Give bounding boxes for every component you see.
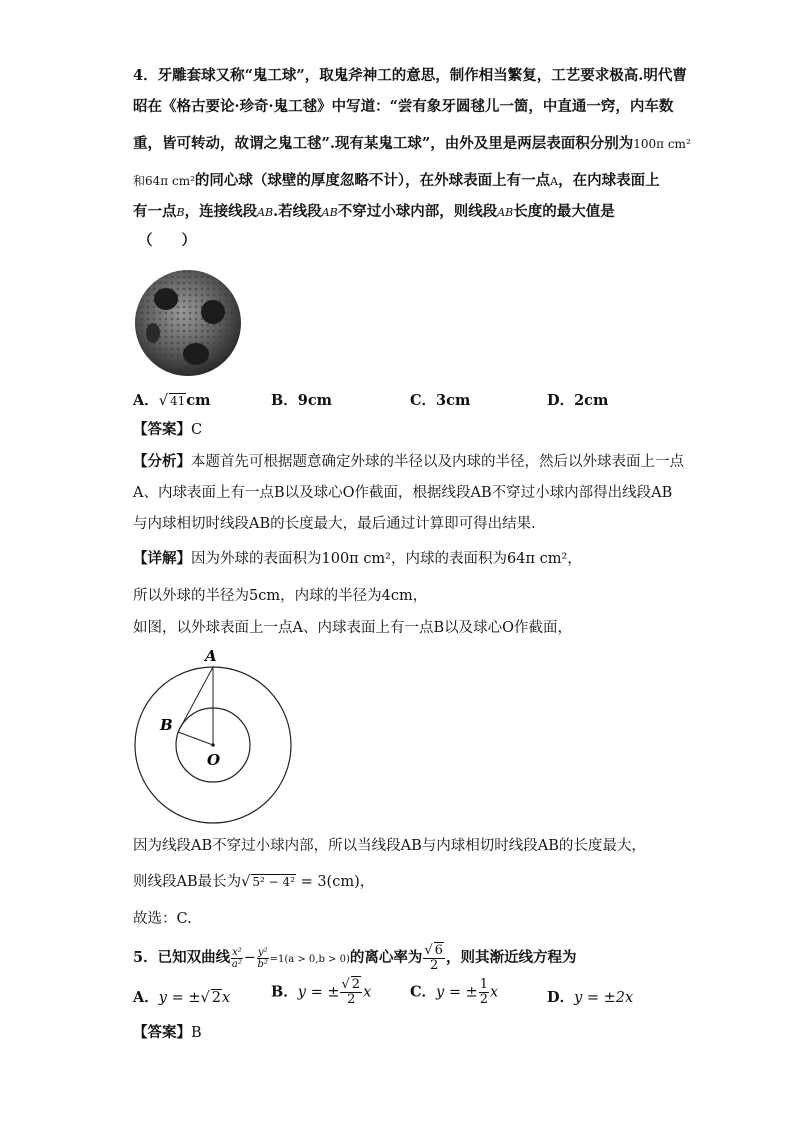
q4-line-5: 有一点B，连接线段AB.若线段AB不穿过小球内部，则线段AB长度的最大值是 [133, 203, 615, 220]
q4-detail-line-1: 【详解】因为外球的表面积为100π cm²，内球的表面积为64π cm²， [133, 550, 582, 567]
ghost-ball-image [133, 268, 243, 378]
q4-analysis-line-1: 【分析】本题首先可根据题意确定外球的半径以及内球的半径，然后以外球表面上一点 [133, 453, 684, 470]
q5-stem: 5．已知双曲线 $\frac{\text{x²}}{\text{a²}}$ − $\frac{\text{y²}}{\text{b²}}$ =1(a > 0,b > 0)的离心率为 $\frac{√ 6}{2}$ ，则其渐近线方程为 [133, 942, 577, 973]
q4-line-1: 4．牙雕套球又称“鬼工球”，取鬼斧神工的意思，制作相当繁复，工艺要求极高.明代曹 [133, 67, 687, 84]
ball-hole-3 [183, 343, 209, 365]
ball-hole-1 [154, 288, 178, 310]
q4-number: 4． [133, 67, 158, 84]
q4-line-3: 重，皆可转动，故谓之鬼工毬”.现有某鬼工球”，由外及里是两层表面积分别为100π cm² [133, 135, 691, 152]
concentric-circle-diagram [128, 645, 298, 825]
q4-option-d[interactable]: D．2cm [547, 392, 609, 409]
q4-option-b[interactable]: B．9cm [271, 392, 333, 409]
label-b: B [160, 716, 173, 734]
q5-option-b[interactable]: B．y = ± $\frac{√ 2}{2}$ x [271, 977, 372, 1007]
ball-hole-4 [146, 323, 160, 343]
q5-option-c[interactable]: C．y = ± $\frac{1}{2}$ x [410, 977, 499, 1007]
label-o: O [207, 751, 221, 769]
q4-blank-paren: （ ） [138, 232, 196, 249]
q4-detail-line-3: 如图，以外球表面上一点A、内球表面上有一点B以及球心O作截面， [133, 620, 573, 636]
q4-detail-line-2: 所以外球的半径为5cm，内球的半径为4cm， [133, 588, 428, 604]
segment-ab [178, 667, 213, 732]
q4-conclusion-line-3: 故选：C. [133, 911, 192, 927]
q4-answer: 【答案】C [133, 421, 203, 438]
q4-conclusion-line-2: 则线段AB最长为√ 5² − 4² = 3(cm)， [133, 874, 375, 890]
segment-bo [178, 732, 213, 745]
q4-analysis-line-2: A、内球表面上有一点B以及球心O作截面，根据线段AB不穿过小球内部得出线段AB [133, 485, 673, 501]
q4-line-4: 和64π cm²的同心球（球壁的厚度忽略不计），在外球表面上有一点A，在内球表面上 [133, 172, 660, 189]
q4-option-a[interactable]: A．√ 41cm [133, 392, 211, 409]
q4-analysis-line-3: 与内球相切时线段AB的长度最大，最后通过计算即可得出结果. [133, 516, 536, 532]
q4-option-c[interactable]: C．3cm [410, 392, 471, 409]
center-point [211, 743, 215, 747]
q4-line-2: 昭在《格古要论·珍奇·鬼工毬》中写道：“尝有象牙圆毬儿一箇，中直通一窍，内车数 [133, 98, 674, 115]
ball-hole-2 [201, 300, 225, 324]
q4-conclusion-line-1: 因为线段AB不穿过小球内部，所以当线段AB与内球相切时线段AB的长度最大， [133, 838, 646, 854]
label-a: A [205, 647, 217, 665]
q5-option-a[interactable]: A．y = ±√ 2x [133, 989, 231, 1006]
q5-answer: 【答案】B [133, 1024, 202, 1041]
q5-option-d[interactable]: D．y = ±2x [547, 989, 634, 1006]
